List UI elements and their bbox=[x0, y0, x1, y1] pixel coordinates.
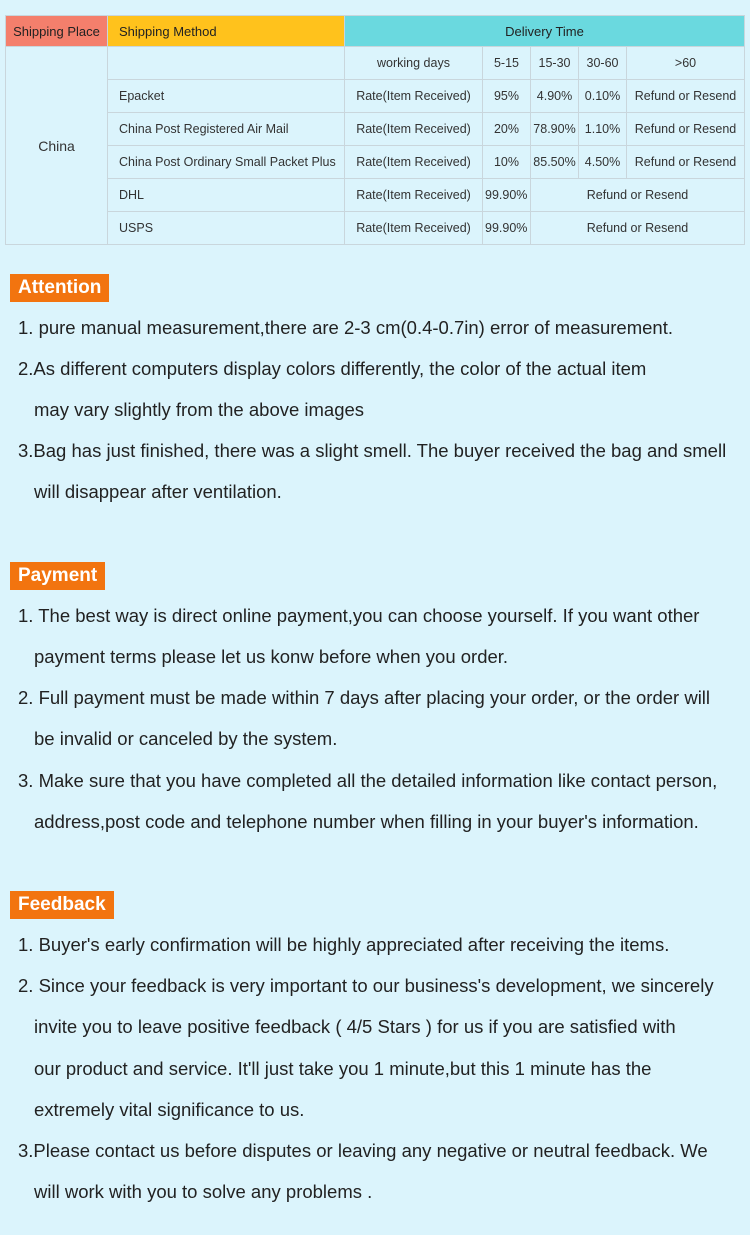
range-5-15: 5-15 bbox=[483, 47, 531, 80]
table-row bbox=[6, 179, 745, 212]
delivery-cell-merged: Refund or Resend bbox=[531, 179, 745, 212]
attention-line: 2.As different computers display colors differently, the color of the actual item bbox=[18, 358, 647, 379]
feedback-line: will work with you to solve any problems . bbox=[34, 1181, 373, 1202]
attention-line: 3.Bag has just finished, there was a slight smell. The buyer received the bag and smell bbox=[18, 440, 727, 461]
payment-line: 2. Full payment must be made within 7 days after placing your order, or the order will bbox=[18, 687, 711, 708]
attention-line: may vary slightly from the above images bbox=[34, 399, 365, 420]
feedback-line: 2. Since your feedback is very important to our business's development, we sincerely bbox=[18, 975, 714, 996]
range-30-60: 30-60 bbox=[579, 47, 627, 80]
payment-heading: Payment bbox=[10, 562, 105, 590]
method-cell: Epacket bbox=[108, 80, 345, 113]
payment-line: 1. The best way is direct online payment,you can choose yourself. If you want other bbox=[18, 605, 700, 626]
header-shipping-method: Shipping Method bbox=[108, 16, 345, 47]
header-shipping-place: Shipping Place bbox=[6, 16, 108, 47]
range-over-60: >60 bbox=[627, 47, 745, 80]
feedback-line: our product and service. It'll just take you 1 minute,but this 1 minute has the bbox=[34, 1058, 652, 1079]
feedback-line: extremely vital significance to us. bbox=[34, 1099, 305, 1120]
delivery-cell: 10% bbox=[483, 146, 531, 179]
table-row bbox=[6, 146, 745, 179]
payment-line: 3. Make sure that you have completed all the detailed information like contact person, bbox=[18, 770, 718, 791]
method-cell: USPS bbox=[108, 212, 345, 245]
method-cell: China Post Registered Air Mail bbox=[108, 113, 345, 146]
attention-line: will disappear after ventilation. bbox=[34, 481, 282, 502]
delivery-cell: 95% bbox=[483, 80, 531, 113]
attention-line: 1. pure manual measurement,there are 2-3 cm(0.4-0.7in) error of measurement. bbox=[18, 317, 673, 338]
delivery-cell: Refund or Resend bbox=[627, 146, 745, 179]
delivery-cell: 85.50% bbox=[531, 146, 579, 179]
table-header-row bbox=[6, 16, 745, 47]
table-row bbox=[6, 80, 745, 113]
rate-cell: Rate(Item Received) bbox=[345, 212, 483, 245]
delivery-cell: 20% bbox=[483, 113, 531, 146]
payment-line: address,post code and telephone number when filling in your buyer's information. bbox=[34, 811, 699, 832]
header-delivery-time: Delivery Time bbox=[345, 16, 745, 47]
delivery-cell: 4.90% bbox=[531, 80, 579, 113]
feedback-line: invite you to leave positive feedback ( 4/5 Stars ) for us if you are satisfied with bbox=[34, 1016, 676, 1037]
feedback-line: 1. Buyer's early confirmation will be highly appreciated after receiving the items. bbox=[18, 934, 670, 955]
method-cell: China Post Ordinary Small Packet Plus bbox=[108, 146, 345, 179]
delivery-cell: 78.90% bbox=[531, 113, 579, 146]
feedback-line: 3.Please contact us before disputes or leaving any negative or neutral feedback. We bbox=[18, 1140, 708, 1161]
rate-cell: Rate(Item Received) bbox=[345, 80, 483, 113]
table-subheader-row bbox=[6, 47, 745, 80]
table-row bbox=[6, 113, 745, 146]
delivery-cell-merged: Refund or Resend bbox=[531, 212, 745, 245]
shipping-table bbox=[5, 15, 745, 245]
payment-line: payment terms please let us konw before when you order. bbox=[34, 646, 509, 667]
delivery-cell: 99.90% bbox=[483, 212, 531, 245]
table-row bbox=[6, 212, 745, 245]
working-days-label: working days bbox=[345, 47, 483, 80]
delivery-cell: Refund or Resend bbox=[627, 80, 745, 113]
method-cell: DHL bbox=[108, 179, 345, 212]
delivery-cell: 99.90% bbox=[483, 179, 531, 212]
delivery-cell: Refund or Resend bbox=[627, 113, 745, 146]
delivery-cell: 4.50% bbox=[579, 146, 627, 179]
empty-method-cell bbox=[108, 47, 345, 80]
rate-cell: Rate(Item Received) bbox=[345, 146, 483, 179]
delivery-cell: 1.10% bbox=[579, 113, 627, 146]
range-15-30: 15-30 bbox=[531, 47, 579, 80]
feedback-heading: Feedback bbox=[10, 891, 114, 919]
shipping-place-cell: China bbox=[6, 47, 108, 245]
rate-cell: Rate(Item Received) bbox=[345, 113, 483, 146]
payment-line: be invalid or canceled by the system. bbox=[34, 728, 338, 749]
delivery-cell: 0.10% bbox=[579, 80, 627, 113]
attention-heading: Attention bbox=[10, 274, 109, 302]
rate-cell: Rate(Item Received) bbox=[345, 179, 483, 212]
